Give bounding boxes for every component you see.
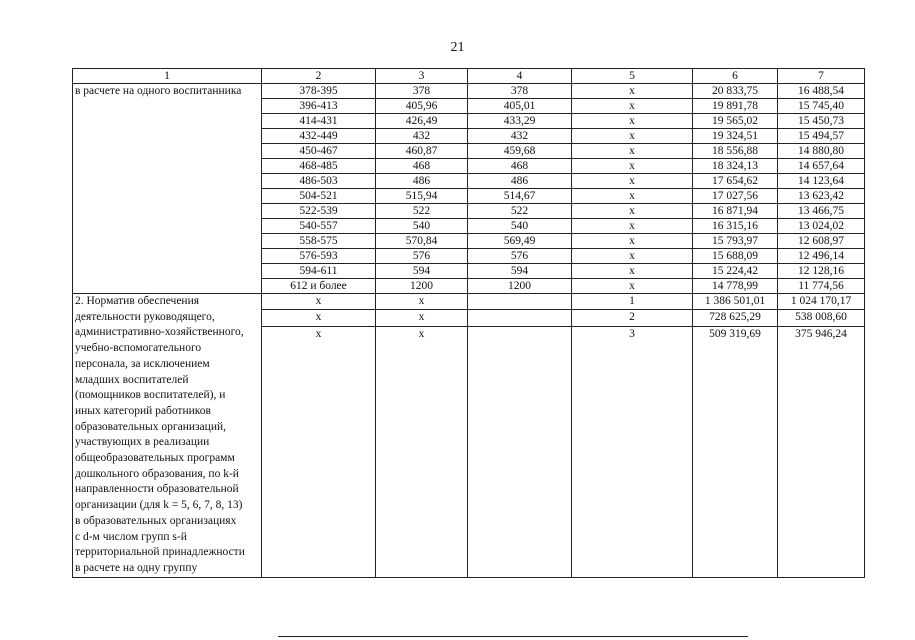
- table-cell: 576-593: [262, 249, 376, 264]
- section-2-label-line: персонала, за исключением: [75, 357, 210, 370]
- table-cell: х: [572, 99, 693, 114]
- table-cell: 375 946,24: [778, 326, 865, 577]
- table-cell: 19 324,51: [693, 129, 778, 144]
- section-2-label-line: образовательных организаций,: [75, 420, 226, 433]
- table-cell: 19 565,02: [693, 114, 778, 129]
- table-cell: 13 024,02: [778, 219, 865, 234]
- table-cell: 576: [376, 249, 468, 264]
- table-cell: 14 657,64: [778, 159, 865, 174]
- section-2-label-line: направленности образовательной: [75, 483, 239, 496]
- table-cell: х: [572, 159, 693, 174]
- table-cell: 432-449: [262, 129, 376, 144]
- table-cell: 16 315,16: [693, 219, 778, 234]
- table-cell: 12 608,97: [778, 234, 865, 249]
- section-2-label-line: (помощников воспитателей), и: [75, 389, 226, 402]
- section-2-label-line: 2. Норматив обеспечения: [75, 295, 200, 307]
- table-cell: 13 466,75: [778, 204, 865, 219]
- table-cell: 509 319,69: [693, 326, 778, 577]
- table-cell: 13 623,42: [778, 189, 865, 204]
- table-cell: [468, 294, 572, 310]
- table-cell: 378-395: [262, 84, 376, 99]
- table-cell: 15 224,42: [693, 264, 778, 279]
- table-cell: х: [572, 234, 693, 249]
- table-cell: 540-557: [262, 219, 376, 234]
- table-cell: 570,84: [376, 234, 468, 249]
- table-cell: х: [572, 189, 693, 204]
- table-cell: 594: [468, 264, 572, 279]
- table-cell: 17 654,62: [693, 174, 778, 189]
- table-cell: 1200: [468, 279, 572, 294]
- table-cell: 522: [376, 204, 468, 219]
- table-cell: х: [572, 114, 693, 129]
- table-cell: 504-521: [262, 189, 376, 204]
- table-cell: 433,29: [468, 114, 572, 129]
- section-2-label-line: участвующих в реализации: [75, 436, 210, 449]
- section-2-label-line: деятельности руководящего,: [75, 310, 215, 323]
- table-cell: 3: [572, 326, 693, 577]
- table-body: [73, 69, 865, 578]
- table-cell: х: [572, 84, 693, 99]
- table-cell: х: [572, 219, 693, 234]
- table-cell: 12 496,14: [778, 249, 865, 264]
- table-cell: 594: [376, 264, 468, 279]
- header-cell: 1: [73, 69, 262, 84]
- table-cell: 396-413: [262, 99, 376, 114]
- header-row: [73, 69, 865, 84]
- table-cell: 1200: [376, 279, 468, 294]
- table-cell: 540: [468, 219, 572, 234]
- table-cell: х: [572, 249, 693, 264]
- table-cell: 19 891,78: [693, 99, 778, 114]
- section-2-label: [73, 294, 262, 578]
- table-cell: 468-485: [262, 159, 376, 174]
- table-cell: 16 871,94: [693, 204, 778, 219]
- table-cell: 18 324,13: [693, 159, 778, 174]
- header-cell: 2: [262, 69, 376, 84]
- section-2-label-line: учебно-вспомогательного: [75, 342, 202, 355]
- section-2-label-line: территориальной принадлежности: [75, 546, 245, 559]
- table-cell: х: [572, 144, 693, 159]
- table-cell: 569,49: [468, 234, 572, 249]
- section-1-label: в расчете на одного воспитанника: [73, 84, 262, 294]
- table-cell: 2: [572, 310, 693, 326]
- header-cell: 5: [572, 69, 693, 84]
- table-cell: 594-611: [262, 264, 376, 279]
- table-cell: 514,67: [468, 189, 572, 204]
- table-cell: 15 688,09: [693, 249, 778, 264]
- table-cell: 538 008,60: [778, 310, 865, 326]
- header-cell: 3: [376, 69, 468, 84]
- table-row: [73, 294, 865, 310]
- table-cell: 14 123,64: [778, 174, 865, 189]
- table-cell: 468: [376, 159, 468, 174]
- table-cell: 414-431: [262, 114, 376, 129]
- table-cell: 515,94: [376, 189, 468, 204]
- table-cell: 15 450,73: [778, 114, 865, 129]
- table-cell: 612 и более: [262, 279, 376, 294]
- table-cell: 378: [468, 84, 572, 99]
- table-cell: 12 128,16: [778, 264, 865, 279]
- section-2-label-line: иных категорий работников: [75, 404, 211, 417]
- header-cell: 4: [468, 69, 572, 84]
- table-cell: х: [572, 129, 693, 144]
- table-cell: 11 774,56: [778, 279, 865, 294]
- section-2-label-line: организации (для k = 5, 6, 7, 8, 13): [75, 499, 243, 512]
- normative-table: [72, 68, 865, 578]
- table-cell: 15 793,97: [693, 234, 778, 249]
- table-cell: 378: [376, 84, 468, 99]
- table-cell: х: [572, 204, 693, 219]
- table-cell: х: [572, 279, 693, 294]
- section-2-label-line: дошкольного образования, по k-й: [75, 467, 239, 480]
- table-cell: 405,96: [376, 99, 468, 114]
- table-cell: 1 386 501,01: [693, 294, 778, 310]
- table-cell: х: [262, 326, 376, 577]
- page-bottom-line: [278, 636, 748, 637]
- section-2-label-line: в образовательных организациях: [75, 514, 237, 527]
- table-cell: 16 488,54: [778, 84, 865, 99]
- section-2-label-line: общеобразовательных программ: [75, 452, 235, 465]
- table-cell: х: [572, 174, 693, 189]
- table-cell: 14 778,99: [693, 279, 778, 294]
- table-cell: 20 833,75: [693, 84, 778, 99]
- table-cell: 1 024 170,17: [778, 294, 865, 310]
- table-cell: 426,49: [376, 114, 468, 129]
- header-cell: 6: [693, 69, 778, 84]
- table-cell: х: [262, 310, 376, 326]
- table-cell: 468: [468, 159, 572, 174]
- table-cell: 432: [468, 129, 572, 144]
- table-cell: [468, 310, 572, 326]
- table-cell: 522: [468, 204, 572, 219]
- table-cell: х: [262, 294, 376, 310]
- table-cell: [468, 326, 572, 577]
- section-2-label-line: в расчете на одну группу: [75, 561, 198, 574]
- table-cell: х: [572, 264, 693, 279]
- table-cell: 18 556,88: [693, 144, 778, 159]
- table-cell: х: [376, 294, 468, 310]
- section-2-label-line: младших воспитателей: [75, 373, 189, 386]
- table-cell: 460,87: [376, 144, 468, 159]
- table-row: [73, 84, 865, 99]
- table-cell: 17 027,56: [693, 189, 778, 204]
- table-cell: 1: [572, 294, 693, 310]
- table-cell: 15 745,40: [778, 99, 865, 114]
- table-cell: 558-575: [262, 234, 376, 249]
- page-number: 21: [450, 40, 465, 55]
- header-cell: 7: [778, 69, 865, 84]
- table-cell: 728 625,29: [693, 310, 778, 326]
- table-cell: 450-467: [262, 144, 376, 159]
- table-cell: 576: [468, 249, 572, 264]
- table-cell: 486: [468, 174, 572, 189]
- table-cell: 15 494,57: [778, 129, 865, 144]
- table-cell: 522-539: [262, 204, 376, 219]
- section-2-label-line: административно-хозяйственного,: [75, 326, 244, 339]
- table-cell: 405,01: [468, 99, 572, 114]
- table-cell: 540: [376, 219, 468, 234]
- table-cell: 459,68: [468, 144, 572, 159]
- table-cell: х: [376, 310, 468, 326]
- table-cell: 486: [376, 174, 468, 189]
- table-cell: 14 880,80: [778, 144, 865, 159]
- section-2-label-line: с d-м числом групп s-й: [75, 530, 187, 543]
- table-cell: х: [376, 326, 468, 577]
- table-cell: 432: [376, 129, 468, 144]
- table-cell: 486-503: [262, 174, 376, 189]
